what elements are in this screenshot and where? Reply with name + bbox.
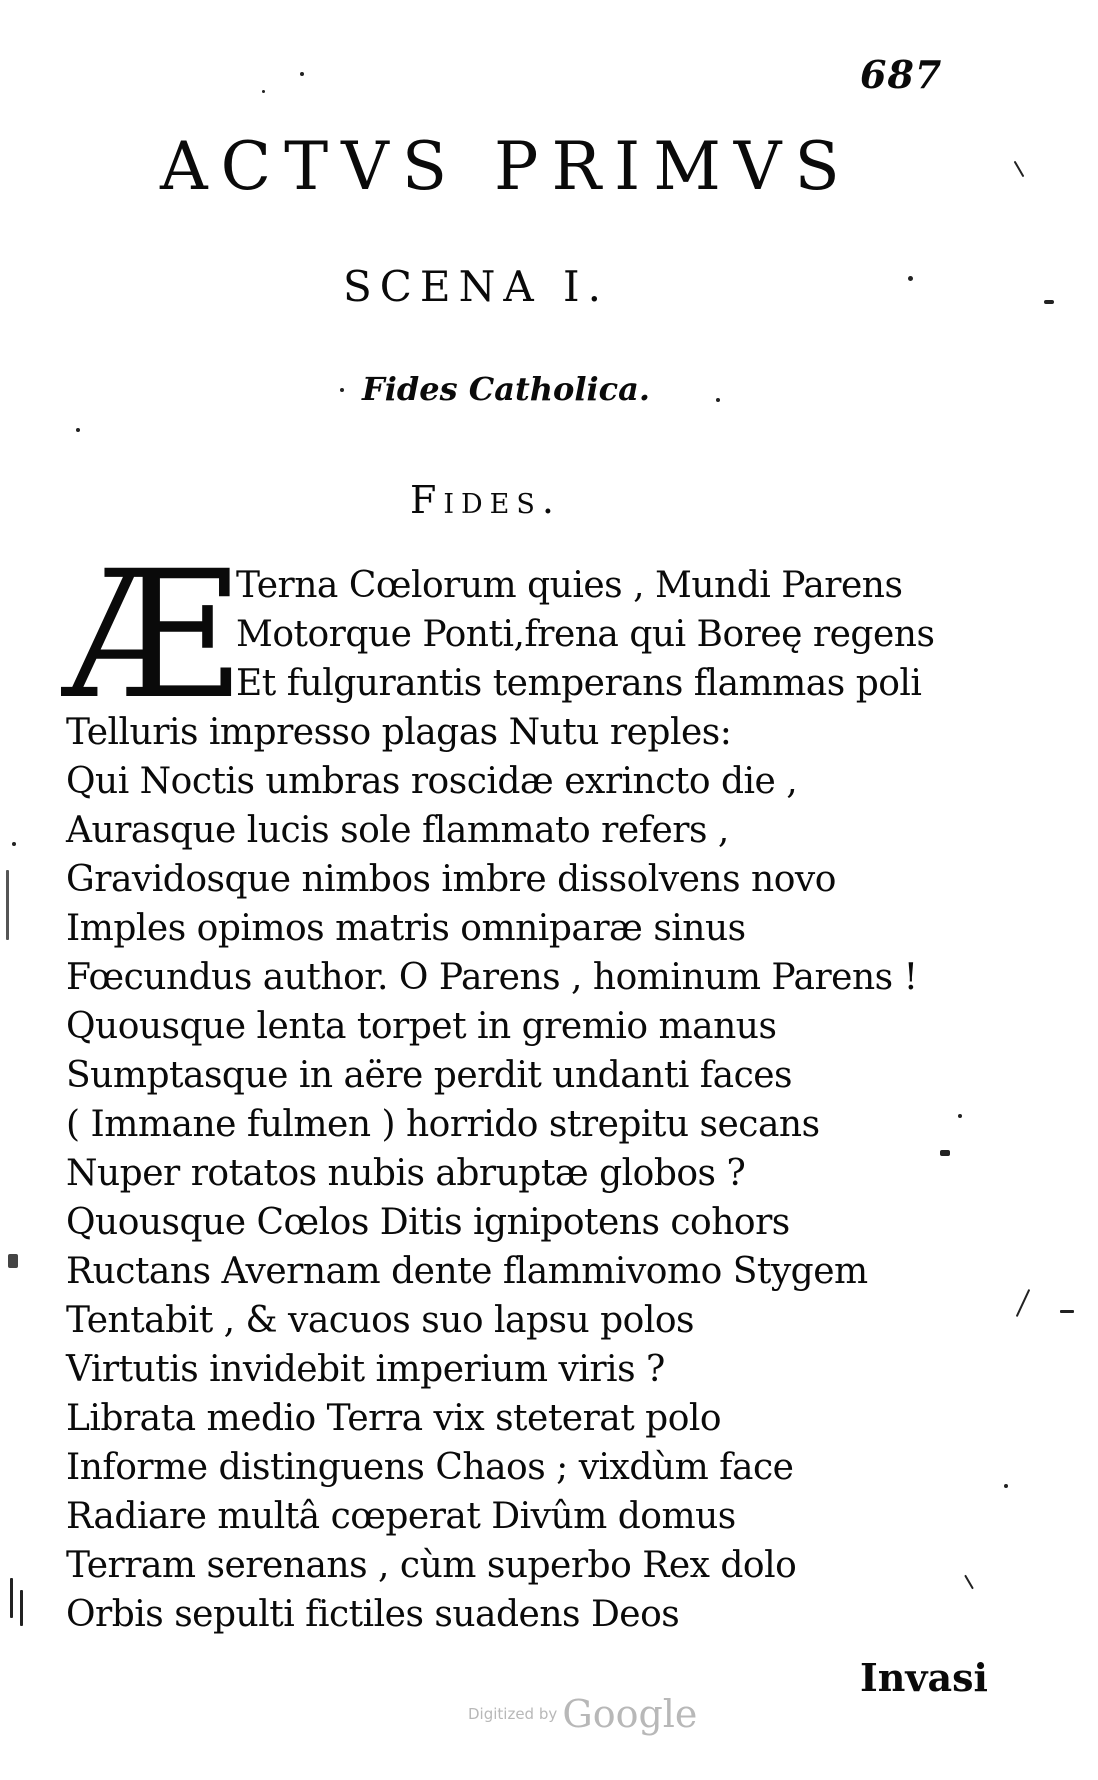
verse-line: Tentabit , & vacuos suo lapsu polos xyxy=(66,1300,695,1341)
scene-title: SCENA I. xyxy=(343,262,609,311)
scan-speck xyxy=(340,388,344,392)
verse-line: Et fulgurantis temperans flammas poli xyxy=(236,663,922,704)
verse-line: ( Immane fulmen ) horrido strepitu secans xyxy=(66,1104,820,1145)
scan-speck xyxy=(958,1114,962,1118)
scan-speck xyxy=(8,1254,18,1268)
scan-speck xyxy=(6,870,9,940)
scan-speck xyxy=(76,428,80,432)
verse-line: Nuper rotatos nubis abruptæ globos ? xyxy=(66,1153,746,1194)
scan-speck xyxy=(300,72,304,76)
speaker-name: Fides. xyxy=(410,478,561,522)
scan-speck xyxy=(1044,300,1054,304)
verse-line: Terram serenans , cùm superbo Rex dolo xyxy=(66,1545,797,1586)
verse-line: Aurasque lucis sole flammato refers , xyxy=(66,810,729,851)
scan-speck xyxy=(1060,1310,1074,1313)
scan-speck xyxy=(12,842,16,846)
scan-speck xyxy=(1014,161,1025,178)
verse-line: Quousque lenta torpet in gremio manus xyxy=(66,1006,777,1047)
scan-speck xyxy=(20,1590,23,1626)
scan-speck xyxy=(1016,1289,1030,1317)
verse-line: Telluris impresso plagas Nutu reples: xyxy=(66,712,732,753)
watermark-logo: Google xyxy=(562,1692,698,1736)
watermark-prefix: Digitized by xyxy=(468,1705,558,1723)
verse-line: Informe distinguens Chaos ; vixdùm face xyxy=(66,1447,794,1488)
verse-line: Qui Noctis umbras roscidæ exrincto die , xyxy=(66,761,798,802)
verse-line: Ructans Avernam dente flammivomo Stygem xyxy=(66,1251,868,1292)
persona-heading: Fides Catholica. xyxy=(362,370,651,408)
scan-speck xyxy=(10,1578,13,1618)
verse-line: Radiare multâ cœperat Divûm domus xyxy=(66,1496,736,1537)
verse-line: Orbis sepulti fictiles suadens Deos xyxy=(66,1594,680,1635)
scan-speck xyxy=(940,1150,950,1156)
verse-line: Virtutis invidebit imperium viris ? xyxy=(66,1349,665,1390)
drop-cap: Æ xyxy=(64,533,241,738)
scan-speck xyxy=(262,90,265,93)
verse-line: Quousque Cœlos Ditis ignipotens cohors xyxy=(66,1202,790,1243)
verse-line: Gravidosque nimbos imbre dissolvens novo xyxy=(66,859,836,900)
verse-line: Imples opimos matris omniparæ sinus xyxy=(66,908,746,949)
verse-line: Terna Cœlorum quies , Mundi Parens xyxy=(236,565,903,606)
digitized-watermark xyxy=(468,1692,697,1736)
verse-line: Sumptasque in aëre perdit undanti faces xyxy=(66,1055,793,1096)
catchword: Invasi xyxy=(860,1655,988,1700)
page-number: 687 xyxy=(860,52,943,97)
scan-speck xyxy=(908,276,913,281)
act-title: ACTVS PRIMVS xyxy=(160,128,853,205)
verse-line: Motorque Ponti,frena qui Boreę regens xyxy=(236,614,935,655)
scan-speck xyxy=(964,1575,974,1590)
verse-line: Fœcundus author. O Parens , hominum Parens ! xyxy=(66,957,918,998)
verse-line: Librata medio Terra vix steterat polo xyxy=(66,1398,722,1439)
scan-speck xyxy=(1004,1484,1008,1488)
scan-speck xyxy=(716,398,720,402)
